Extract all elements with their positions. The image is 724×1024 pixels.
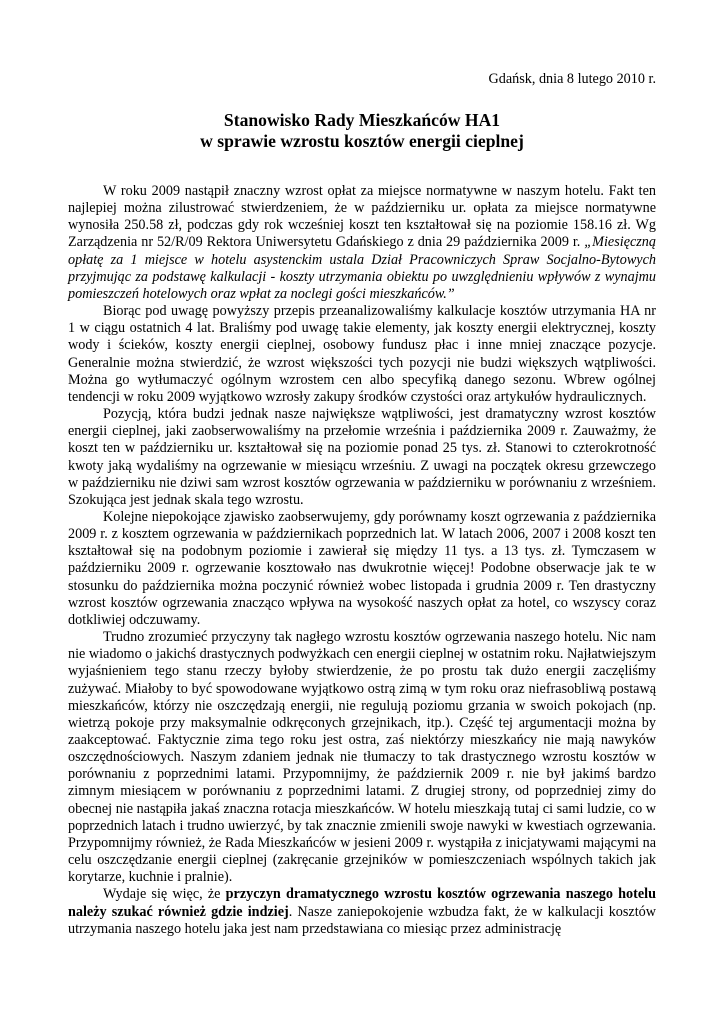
title-line-1: Stanowisko Rady Mieszkańców HA1 [223,110,501,130]
paragraph-5: Trudno zrozumieć przyczyny tak nagłego wzrostu kosztów ogrzewania naszego hotelu. Nic nam nie wiadomo o jakichś drastycznych podwyżkach cen energii cieplnej w ostatnim roku. Najłatwiejszym wyjaśnieniem tego stanu rzeczy byłoby stwierdzenie, że po prostu tak dużo energii zaczęliśmy zużywać. Miałoby to być spowodowane wyjątkowo ostrą zimą w tym roku oraz niefrasobliwą postawą mieszkańców, którzy nie oszczędzają energii, nie regulują poziomu grzania w swoich pokojach (np. wietrzą pokoje przy maksymalnie odkręconych grzejnikach, itp.). Część tej argumentacji można by zaakceptować. Faktycznie zima tego roku jest ostra, zaś niektórzy mieszkańcy nie mają nawyków oszczędnościowych. Naszym zdaniem jednak nie tłumaczy to tak drastycznego wzrostu kosztów w porównaniu z poprzednimi latami. Przypomnijmy, że październik 2009 r. nie był jakimś bardzo zimnym miesiącem w porównaniu z poprzednimi latami. Z drugiej strony, od poprzedniej zimy do obecnej nie nastąpiła jakaś znaczna rotacja mieszkańców. W hotelu mieszkają tutaj ci sami ludzie, co w poprzednich latach i trudno uwierzyć, by tak znacznie zmienili swoje nawyki w kwestiach ogrzewania. Przypomnijmy również, że Rada Mieszkańców w jesieni 2009 r. wystąpiła z inicjatywami mającymi na celu oszczędzanie energii cieplnej (zakręcanie grzejników w pomieszczeniach wspólnych takich jak korytarze, kuchnie i pralnie). [68,629,656,886]
title-line-2: w sprawie wzrostu kosztów energii cieplnej [200,131,524,151]
paragraph-6 [68,886,656,937]
paragraph-6-lead: Wydaje się więc, że [103,886,226,903]
paragraph-1 [68,183,656,303]
regulation-quote: „Miesięczną opłatę za 1 miejsce w hotelu asystenckim ustala Dział Pracowniczych Spraw Socjalno-Bytowych przyjmując za podstawę kalkulacji - koszty utrzymania obiektu po uwzględnieniu wpływów z wynajmu pomieszczeń hotelowych oraz wpłat za noclegi gości mieszkańców.” [68,234,656,302]
paragraph-3: Pozycją, która budzi jednak nasze największe wątpliwości, jest dramatyczny wzrost kosztów energii cieplnej, jaki zaobserwowaliśmy na przełomie września i października 2009 r. Zauważmy, że koszt ten w październiku ur. kształtował się na poziomie ponad 25 tys. zł. Stanowi to czterokrotność kwoty jaką wydaliśmy na ogrzewanie w miesiącu wrześniu. Z uwagi na początek okresu grzewczego w październiku nie dziwi sam wzrost kosztów ogrzewania w październiku w porównaniu z wrześniem. Szokująca jest jednak skala tego wzrostu. [68,406,656,508]
document-date: Gdańsk, dnia 8 lutego 2010 r. [488,71,656,87]
paragraph-4: Kolejne niepokojące zjawisko zaobserwujemy, gdy porównamy koszt ogrzewania z października 2009 r. z kosztem ogrzewania w październikach poprzednich lat. W latach 2006, 2007 i 2008 koszt ten kształtował się na podobnym poziomie i zawierał się między 11 tys. a 13 tys. zł. Tymczasem w październiku 2009 r. ogrzewanie kosztowało nas dwukrotnie więcej! Podobne obserwacje jak te w stosunku do października można poczynić również wobec listopada i grudnia 2009 r. Ten drastyczny wzrost kosztów ogrzewania znacząco wpływa na wysokość naszych opłat za hotel, co wszyscy coraz dotkliwiej odczuwamy. [68,508,656,628]
paragraph-1-text: W roku 2009 nastąpił znaczny wzrost opłat za miejsce normatywne w naszym hotelu. Fakt ten najlepiej można zilustrować stwierdzeniem, że w październiku ur. opłata za miejsce normatywne wynosiła 250.58 zł, podczas gdy rok wcześniej koszt ten kształtował się na poziomie 158.16 zł. Wg Zarządzenia nr 52/R/09 Rektora Uniwersytetu Gdańskiego z dnia 29 października 2009 r. [68,183,656,251]
document-body [68,183,656,938]
paragraph-2: Biorąc pod uwagę powyższy przepis przeanalizowaliśmy kalkulacje kosztów utrzymania HA nr 1 w ciągu ostatnich 4 lat. Braliśmy pod uwagę takie elementy, jak koszty energii elektrycznej, koszty wody i ścieków, koszty energii cieplnej, osobowy fundusz płac i inne mniej znaczące pozycje. Generalnie można stwierdzić, że wzrost większości tych pozycji nie budzi większych wątpliwości. Można go wytłumaczyć ogólnym wzrostem cen albo specyfiką danego sezonu. Wbrew ogólnej tendencji w roku 2009 wyjątkowo wzrosły zakupy środków czystości oraz artykułów hydraulicznych. [68,303,656,405]
document-title [68,110,656,152]
paragraph-6-emphasis: przyczyn dramatycznego wzrostu kosztów ogrzewania naszego hotelu należy szukać również gdzie indziej [68,886,656,920]
paragraph-6-rest: . Nasze zaniepokojenie wzbudza fakt, że w kalkulacji kosztów utrzymania naszego hotelu jaka jest nam przedstawiana co miesiąc przez administrację [68,903,657,937]
